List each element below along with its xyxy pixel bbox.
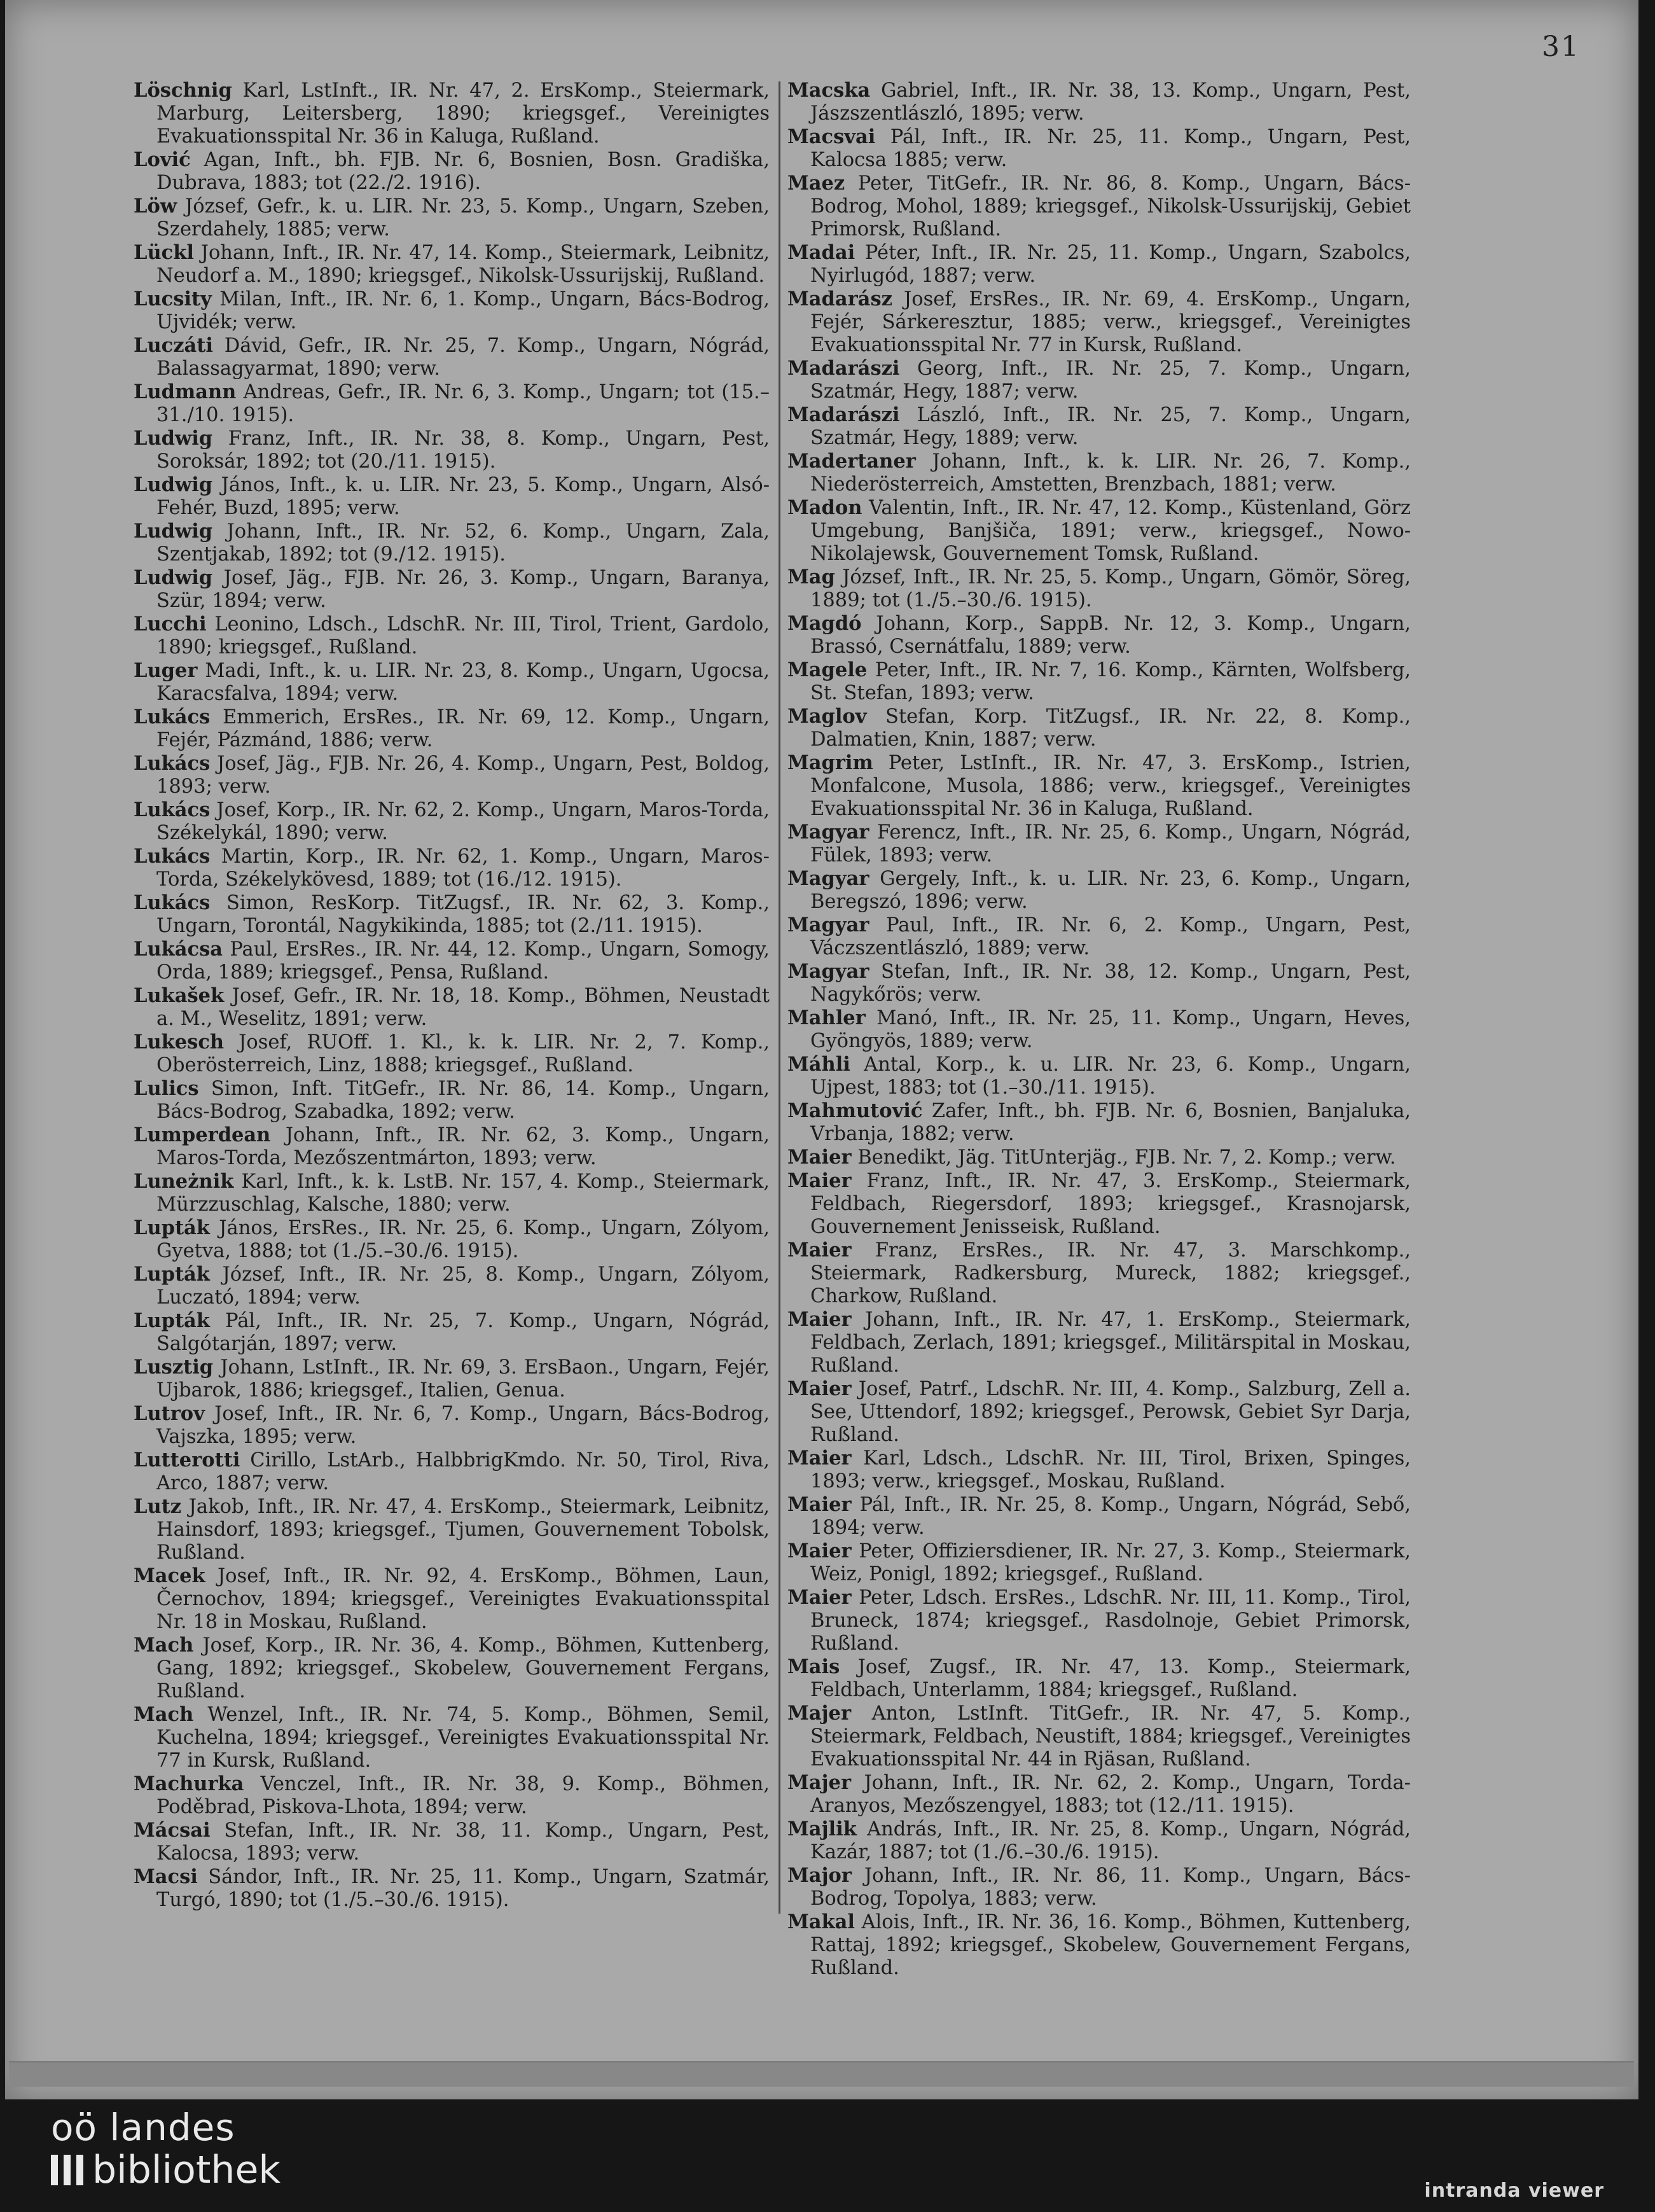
entry-surname: Lutrov <box>134 1402 205 1425</box>
entry-surname: Lucsity <box>134 288 212 310</box>
entry-details: Agan, Inft., bh. FJB. Nr. 6, Bosnien, Bosn. Gradiška, Dubrava, 1883; tot (22./2. 1916). <box>156 149 770 194</box>
entry-details: Josef, Gefr., IR. Nr. 18, 18. Komp., Böhmen, Neustadt a. M., Weselitz, 1891; verw. <box>156 985 770 1030</box>
entry-details: László, Inft., IR. Nr. 25, 7. Komp., Ungarn, Szatmár, Hegy, 1889; verw. <box>810 404 1411 449</box>
register-entry <box>787 1099 1411 1146</box>
entry-surname: Mach <box>134 1703 194 1726</box>
register-entry <box>787 357 1411 403</box>
register-entry <box>134 1309 770 1356</box>
register-entry <box>134 984 770 1031</box>
entry-details: János, ErsRes., IR. Nr. 25, 6. Komp., Ungarn, Zólyom, Gyetva, 1888; tot (1./5.–30./6. 1915). <box>156 1217 770 1262</box>
logo-text-line2: bibliothek <box>92 2148 281 2192</box>
entry-details: Valentin, Inft., IR. Nr. 47, 12. Komp., Küstenland, Görz Umgebung, Banjšiča, 1891; verw., kriegsgef., Nowo-Nikolajewsk, Gouvernement Tomsk, Rußland. <box>810 497 1411 565</box>
register-entry <box>134 1495 770 1564</box>
register-entry <box>787 658 1411 705</box>
register-entry <box>787 125 1411 172</box>
entry-surname: Macek <box>134 1564 205 1587</box>
entry-details: Johann, Inft., IR. Nr. 47, 14. Komp., Steiermark, Leibnitz, Neudorf a. M., 1890; kriegsgef., Nikolsk-Ussurijskij, Rußland. <box>156 242 770 287</box>
entry-surname: Madon <box>787 496 862 519</box>
entry-surname: Mag <box>787 566 835 588</box>
logo-text-line1: oö landes <box>51 2106 235 2149</box>
entry-details: Josef, Inft., IR. Nr. 6, 7. Komp., Ungarn, Bács-Bodrog, Vajszka, 1895; verw. <box>156 1403 770 1448</box>
right-column <box>787 79 1411 2007</box>
register-entry <box>787 1169 1411 1239</box>
entry-details: Simon, Inft. TitGefr., IR. Nr. 86, 14. Komp., Ungarn, Bács-Bodrog, Szabadka, 1892; verw. <box>156 1078 770 1123</box>
entry-surname: Lukács <box>134 752 211 775</box>
entry-details: Josef, Zugsf., IR. Nr. 47, 13. Komp., Steiermark, Feldbach, Unterlamm, 1884; kriegsgef., Rußland. <box>810 1656 1411 1701</box>
entry-details: Franz, Inft., IR. Nr. 38, 8. Komp., Ungarn, Pest, Soroksár, 1892; tot (20./11. 1915). <box>156 428 770 473</box>
entry-details: Johann, Inft., IR. Nr. 47, 1. ErsKomp., Steiermark, Feldbach, Zerlach, 1891; kriegsgef., Militärspital in Moskau, Rußland. <box>810 1309 1411 1377</box>
entry-surname: Lulics <box>134 1077 199 1100</box>
entry-details: Dávid, Gefr., IR. Nr. 25, 7. Komp., Ungarn, Nógrád, Balassagyarmat, 1890; verw. <box>156 335 770 380</box>
register-entry <box>134 1216 770 1263</box>
entry-surname: Maier <box>787 1146 852 1169</box>
column-divider <box>779 81 780 1914</box>
entry-details: Pál, Inft., IR. Nr. 25, 8. Komp., Ungarn, Nógrád, Sebő, 1894; verw. <box>810 1494 1411 1539</box>
entry-details: Sándor, Inft., IR. Nr. 25, 11. Komp., Ungarn, Szatmár, Turgó, 1890; tot (1./5.–30./6. 1915). <box>156 1866 770 1911</box>
entry-surname: Makal <box>787 1910 855 1933</box>
register-entry <box>787 1447 1411 1493</box>
entry-details: Madi, Inft., k. u. LIR. Nr. 23, 8. Komp., Ungarn, Ugocsa, Karacsfalva, 1894; verw. <box>156 660 770 705</box>
page-number: 31 <box>1542 31 1580 63</box>
entry-details: Franz, ErsRes., IR. Nr. 47, 3. Marschkomp., Steiermark, Radkersburg, Mureck, 1882; kriegsgef., Charkow, Rußland. <box>810 1239 1411 1307</box>
entry-surname: Máhli <box>787 1053 850 1076</box>
register-entry <box>134 1772 770 1819</box>
register-entry <box>787 1308 1411 1377</box>
register-entry <box>134 1402 770 1449</box>
entry-surname: Lukács <box>134 891 211 914</box>
register-entry <box>134 241 770 288</box>
entry-details: Peter, LstInft., IR. Nr. 47, 3. ErsKomp., Istrien, Monfalcone, Musola, 1886; verw., kriegsgef., Vereinigtes Evakuationsspital Nr. 36 in Kaluga, Rußland. <box>810 752 1411 820</box>
entry-details: Wenzel, Inft., IR. Nr. 74, 5. Komp., Böhmen, Semil, Kuchelna, 1894; kriegsgef., Vereinigtes Evakuationsspital Nr. 77 in Kursk, Rußland. <box>156 1704 770 1772</box>
register-entry <box>787 1910 1411 1980</box>
entry-surname: Mais <box>787 1655 840 1678</box>
entry-surname: Magyar <box>787 821 869 844</box>
entry-surname: Lutz <box>134 1495 182 1518</box>
entry-details: Josef, ErsRes., IR. Nr. 69, 4. ErsKomp., Ungarn, Fejér, Sárkeresztur, 1885; verw., kriegsgef., Vereinigtes Evakuationsspital Nr. 77 in Kursk, Rußland. <box>810 288 1411 356</box>
entry-surname: Ludwig <box>134 473 213 496</box>
register-entry <box>134 1356 770 1402</box>
entry-details: Josef, RUOff. 1. Kl., k. k. LIR. Nr. 2, 7. Komp., Oberösterreich, Linz, 1888; kriegsgef., Rußland. <box>156 1031 770 1076</box>
entry-surname: Magdó <box>787 612 862 635</box>
register-entry <box>787 914 1411 960</box>
entry-surname: Lukácsa <box>134 938 223 961</box>
entry-details: János, Inft., k. u. LIR. Nr. 23, 5. Komp., Ungarn, Alsó-Fehér, Buzd, 1895; verw. <box>156 474 770 519</box>
entry-surname: Maier <box>787 1586 852 1609</box>
entry-details: Johann, LstInft., IR. Nr. 69, 3. ErsBaon., Ungarn, Fejér, Ujbarok, 1886; kriegsgef., Italien, Genua. <box>156 1356 770 1402</box>
entry-surname: Ludwig <box>134 520 213 543</box>
register-entry <box>787 1540 1411 1586</box>
scanned-page[interactable] <box>5 0 1638 2099</box>
register-entry <box>134 427 770 473</box>
entry-surname: Machurka <box>134 1772 244 1795</box>
register-entry <box>134 473 770 520</box>
entry-surname: Lumperdean <box>134 1123 271 1146</box>
register-entry <box>134 148 770 195</box>
entry-details: Alois, Inft., IR. Nr. 36, 16. Komp., Böhmen, Kuttenberg, Rattaj, 1892; kriegsgef., Skobelew, Gouvernement Fergans, Rußland. <box>810 1911 1411 1979</box>
entry-details: Gergely, Inft., k. u. LIR. Nr. 23, 6. Komp., Ungarn, Beregszó, 1896; verw. <box>810 868 1411 913</box>
entry-surname: Mahmutović <box>787 1099 923 1122</box>
register-entry <box>134 195 770 241</box>
entry-surname: Maglov <box>787 705 867 728</box>
register-entry <box>787 496 1411 566</box>
register-entry <box>787 960 1411 1006</box>
entry-surname: Majer <box>787 1702 852 1725</box>
register-entry <box>134 1123 770 1170</box>
left-column <box>134 79 770 2007</box>
entry-details: Stefan, Inft., IR. Nr. 38, 12. Komp., Ungarn, Pest, Nagykőrös; verw. <box>810 961 1411 1006</box>
entry-surname: Magrim <box>787 751 873 774</box>
register-entry <box>134 1634 770 1703</box>
entry-details: Leonino, Ldsch., LdschR. Nr. III, Tirol, Trient, Gardolo, 1890; kriegsgef., Rußland. <box>156 613 770 658</box>
entry-details: József, Inft., IR. Nr. 25, 5. Komp., Ungarn, Gömör, Söreg, 1889; tot (1./5.–30./6. 1915). <box>810 566 1411 611</box>
register-entry <box>787 288 1411 357</box>
register-entry <box>787 867 1411 914</box>
register-entry <box>787 751 1411 821</box>
entry-surname: Maier <box>787 1540 852 1562</box>
entry-surname: Lutterotti <box>134 1449 240 1471</box>
entry-surname: Mach <box>134 1634 194 1657</box>
register-entry <box>787 1586 1411 1655</box>
entry-details: Josef, Korp., IR. Nr. 62, 2. Komp., Ungarn, Maros-Torda, Székelykál, 1890; verw. <box>156 799 770 844</box>
entry-surname: Maier <box>787 1447 852 1470</box>
register-entry <box>134 1077 770 1123</box>
entry-details: Johann, Inft., IR. Nr. 62, 2. Komp., Ungarn, Torda-Aranyos, Mezőszengyel, 1883; tot (12./11. 1915). <box>810 1772 1411 1817</box>
entry-surname: Ludmann <box>134 380 237 403</box>
entry-details: Josef, Inft., IR. Nr. 92, 4. ErsKomp., Böhmen, Laun, Černochov, 1894; kriegsgef., Vereinigtes Evakuationsspital Nr. 18 in Moskau, Rußland. <box>156 1565 770 1633</box>
entry-details: Zafer, Inft., bh. FJB. Nr. 6, Bosnien, Banjaluka, Vrbanja, 1882; verw. <box>810 1100 1411 1145</box>
entry-details: Franz, Inft., IR. Nr. 47, 3. ErsKomp., Steiermark, Feldbach, Riegersdorf, 1893; kriegsgef., Krasnojarsk, Gouvernement Jenisseisk, Rußland. <box>810 1170 1411 1238</box>
logo-text-line2-container <box>51 2148 280 2192</box>
entry-surname: Lukács <box>134 798 211 821</box>
entry-surname: Luczáti <box>134 334 213 357</box>
register-entry <box>134 891 770 938</box>
entry-details: Simon, ResKorp. TitZugsf., IR. Nr. 62, 3. Komp., Ungarn, Torontál, Nagykikinda, 1885; tot (2./11. 1915). <box>156 892 770 937</box>
register-entry <box>134 288 770 334</box>
entry-surname: Major <box>787 1864 852 1887</box>
entry-details: Venczel, Inft., IR. Nr. 38, 9. Komp., Böhmen, Poděbrad, Piskova-Lhota, 1894; verw. <box>156 1773 770 1818</box>
entry-details: Paul, Inft., IR. Nr. 6, 2. Komp., Ungarn, Pest, Váczszentlászló, 1889; verw. <box>810 914 1411 959</box>
entry-details: Antal, Korp., k. u. LIR. Nr. 23, 6. Komp., Ungarn, Ujpest, 1883; tot (1.–30./11. 1915). <box>810 1054 1411 1099</box>
entry-details: Milan, Inft., IR. Nr. 6, 1. Komp., Ungarn, Bács-Bodrog, Ujvidék; verw. <box>156 288 770 333</box>
register-entry <box>787 1818 1411 1864</box>
entry-details: Paul, ErsRes., IR. Nr. 44, 12. Komp., Ungarn, Somogy, Orda, 1889; kriegsgef., Pensa, Rußland. <box>156 938 770 984</box>
entry-surname: Macska <box>787 79 871 102</box>
register-entry <box>787 1006 1411 1053</box>
register-entry <box>787 1702 1411 1771</box>
entry-details: Jakob, Inft., IR. Nr. 47, 4. ErsKomp., Steiermark, Leibnitz, Hainsdorf, 1893; kriegsgef., Tjumen, Gouvernement Tobolsk, Rußland. <box>156 1496 770 1564</box>
register-entry <box>134 798 770 845</box>
entry-details: András, Inft., IR. Nr. 25, 8. Komp., Ungarn, Nógrád, Kazár, 1887; tot (1./6.–30./6. 1915). <box>810 1818 1411 1863</box>
entry-details: Pál, Inft., IR. Nr. 25, 7. Komp., Ungarn, Nógrád, Salgótarján, 1897; verw. <box>156 1310 770 1355</box>
entry-details: Karl, Ldsch., LdschR. Nr. III, Tirol, Brixen, Spinges, 1893; verw., kriegsgef., Moskau, Rußland. <box>810 1447 1411 1492</box>
entry-details: József, Inft., IR. Nr. 25, 8. Komp., Ungarn, Zólyom, Luczató, 1894; verw. <box>156 1263 770 1309</box>
register-entry <box>134 79 770 148</box>
entry-surname: Löw <box>134 195 177 218</box>
register-entry <box>134 1819 770 1865</box>
entry-details: Karl, LstInft., IR. Nr. 47, 2. ErsKomp., Steiermark, Marburg, Leitersberg, 1890; kriegsgef., Vereinigtes Evakuationsspital Nr. 36 in Kaluga, Rußland. <box>156 80 770 148</box>
register-entry <box>787 1655 1411 1702</box>
entry-details: Josef, Patrf., LdschR. Nr. III, 4. Komp., Salzburg, Zell a. See, Uttendorf, 1892; kriegsgef., Perowsk, Gebiet Syr Darja, Rußland. <box>810 1378 1411 1446</box>
entry-details: Johann, Inft., IR. Nr. 52, 6. Komp., Ungarn, Zala, Szentjakab, 1892; tot (9./12. 1915). <box>156 520 770 566</box>
register-entry <box>134 380 770 427</box>
register-entry <box>787 705 1411 751</box>
logo-bars-icon <box>51 2155 83 2185</box>
entry-details: Peter, TitGefr., IR. Nr. 86, 8. Komp., Ungarn, Bács-Bodrog, Mohol, 1889; kriegsgef., Nikolsk-Ussurijskij, Gebiet Primorsk, Rußland. <box>810 172 1411 240</box>
entry-surname: Macsi <box>134 1865 198 1888</box>
entry-surname: Magyar <box>787 914 869 936</box>
entry-details: Gabriel, Inft., IR. Nr. 38, 13. Komp., Ungarn, Pest, Jászszentlászló, 1895; verw. <box>810 80 1411 125</box>
entry-surname: Löschnig <box>134 79 232 102</box>
register-entry <box>134 938 770 984</box>
entry-surname: Luneżnik <box>134 1170 234 1193</box>
entry-surname: Ludwig <box>134 427 213 450</box>
entry-surname: Lukesch <box>134 1031 225 1054</box>
register-entry <box>134 613 770 659</box>
entry-surname: Luger <box>134 659 198 682</box>
entry-surname: Maier <box>787 1493 852 1516</box>
entry-details: Emmerich, ErsRes., IR. Nr. 69, 12. Komp., Ungarn, Fejér, Pázmánd, 1886; verw. <box>156 706 770 751</box>
register-entry <box>787 403 1411 450</box>
entry-details: Cirillo, LstArb., HalbbrigKmdo. Nr. 50, Tirol, Riva, Arco, 1887; verw. <box>156 1449 770 1494</box>
entry-surname: Maier <box>787 1239 852 1262</box>
entry-details: Johann, Inft., k. k. LIR. Nr. 26, 7. Komp., Niederösterreich, Amstetten, Brenzbach, 1881; verw. <box>810 450 1411 496</box>
entry-surname: Mahler <box>787 1006 866 1029</box>
entry-details: Johann, Korp., SappB. Nr. 12, 3. Komp., Ungarn, Brassó, Csernátfalu, 1889; verw. <box>810 613 1411 658</box>
register-entry <box>134 1564 770 1634</box>
register-entry <box>787 172 1411 241</box>
register-entry <box>134 1703 770 1772</box>
entry-details: Peter, Offiziersdiener, IR. Nr. 27, 3. Komp., Steiermark, Weiz, Ponigl, 1892; kriegsgef., Rußland. <box>810 1540 1411 1585</box>
register-entry <box>134 659 770 706</box>
entry-surname: Majlik <box>787 1818 857 1840</box>
entry-surname: Mácsai <box>134 1819 211 1842</box>
entry-details: Karl, Inft., k. k. LstB. Nr. 157, 4. Komp., Steiermark, Mürzzuschlag, Kalsche, 1880; verw. <box>156 1171 770 1216</box>
register-entry <box>787 450 1411 496</box>
entry-surname: Lukács <box>134 845 211 868</box>
entry-surname: Macsvai <box>787 125 876 148</box>
register-entry <box>787 1053 1411 1099</box>
entry-surname: Madarász <box>787 288 892 310</box>
register-entry <box>134 1170 770 1216</box>
entry-surname: Lupták <box>134 1309 210 1332</box>
register-entry <box>787 566 1411 612</box>
register-entry <box>787 241 1411 288</box>
entry-surname: Maez <box>787 172 845 195</box>
register-entry <box>134 520 770 566</box>
library-logo[interactable] <box>51 2107 280 2192</box>
entry-surname: Lückl <box>134 241 194 264</box>
entry-surname: Magyar <box>787 960 869 983</box>
viewer-label[interactable]: intranda viewer <box>1424 2180 1604 2202</box>
register-entry <box>134 752 770 798</box>
entry-surname: Madarászi <box>787 403 900 426</box>
entry-surname: Lucchi <box>134 613 207 636</box>
register-entry <box>787 1493 1411 1540</box>
entry-surname: Maier <box>787 1308 852 1331</box>
entry-surname: Lupták <box>134 1216 210 1239</box>
entry-details: Ferencz, Inft., IR. Nr. 25, 6. Komp., Ungarn, Nógrád, Fülek, 1893; verw. <box>810 821 1411 866</box>
register-entry <box>134 706 770 752</box>
register-entry <box>134 1865 770 1912</box>
entry-details: Martin, Korp., IR. Nr. 62, 1. Komp., Ungarn, Maros-Torda, Székelykövesd, 1889; tot (16./12. 1915). <box>156 845 770 891</box>
register-entry <box>134 334 770 380</box>
entry-surname: Ludwig <box>134 566 213 589</box>
entry-details: Stefan, Korp. TitZugsf., IR. Nr. 22, 8. Komp., Dalmatien, Knin, 1887; verw. <box>810 706 1411 751</box>
entry-surname: Lukács <box>134 706 211 728</box>
entry-details: Johann, Inft., IR. Nr. 86, 11. Komp., Ungarn, Bács-Bodrog, Topolya, 1883; verw. <box>810 1865 1411 1910</box>
register-entry <box>787 612 1411 658</box>
entry-details: Manó, Inft., IR. Nr. 25, 11. Komp., Ungarn, Heves, Gyöngyös, 1889; verw. <box>810 1007 1411 1052</box>
entry-surname: Majer <box>787 1771 852 1794</box>
entry-details: Peter, Inft., IR. Nr. 7, 16. Komp., Kärnten, Wolfsberg, St. Stefan, 1893; verw. <box>810 659 1411 704</box>
entry-surname: Magyar <box>787 867 869 890</box>
register-entry <box>134 845 770 891</box>
register-entry <box>134 1449 770 1495</box>
register-entry <box>134 1031 770 1077</box>
entry-surname: Lukašek <box>134 984 225 1007</box>
entry-details: Péter, Inft., IR. Nr. 25, 11. Komp., Ungarn, Szabolcs, Nyirlugód, 1887; verw. <box>810 242 1411 287</box>
entry-surname: Maier <box>787 1377 852 1400</box>
entry-details: Anton, LstInft. TitGefr., IR. Nr. 47, 5. Komp., Steiermark, Feldbach, Neustift, 1884; kriegsgef., Vereinigtes Evakuationsspital Nr. 44 in Rjäsan, Rußland. <box>810 1702 1411 1770</box>
entry-surname: Maier <box>787 1169 852 1192</box>
entry-details: Stefan, Inft., IR. Nr. 38, 11. Komp., Ungarn, Pest, Kalocsa, 1893; verw. <box>156 1819 770 1865</box>
entry-details: Johann, Inft., IR. Nr. 62, 3. Komp., Ungarn, Maros-Torda, Mezőszentmárton, 1893; verw. <box>156 1124 770 1169</box>
entry-details: Josef, Korp., IR. Nr. 36, 4. Komp., Böhmen, Kuttenberg, Gang, 1892; kriegsgef., Skobelew, Gouvernement Fergans, Rußland. <box>156 1634 770 1702</box>
register-entry <box>787 1146 1411 1169</box>
entry-surname: Madertaner <box>787 450 916 473</box>
page-bottom-edge <box>9 2061 1634 2087</box>
register-entry <box>787 1377 1411 1447</box>
entry-details: Benedikt, Jäg. TitUnterjäg., FJB. Nr. 7, 2. Komp.; verw. <box>857 1146 1396 1169</box>
entry-surname: Madai <box>787 241 855 264</box>
register-entry <box>787 821 1411 867</box>
entry-details: Peter, Ldsch. ErsRes., LdschR. Nr. III, 11. Komp., Tirol, Bruneck, 1874; kriegsgef., Rasdolnoje, Gebiet Primorsk, Rußland. <box>810 1587 1411 1655</box>
entry-details: Andreas, Gefr., IR. Nr. 6, 3. Komp., Ungarn; tot (15.–31./10. 1915). <box>156 381 770 426</box>
register-entry <box>787 1864 1411 1910</box>
entry-details: Josef, Jäg., FJB. Nr. 26, 4. Komp., Ungarn, Pest, Boldog, 1893; verw. <box>156 753 770 798</box>
register-entry <box>134 1263 770 1309</box>
entry-surname: Lupták <box>134 1263 210 1286</box>
entry-details: Josef, Jäg., FJB. Nr. 26, 3. Komp., Ungarn, Baranya, Szür, 1894; verw. <box>156 567 770 612</box>
entry-details: József, Gefr., k. u. LIR. Nr. 23, 5. Komp., Ungarn, Szeben, Szerdahely, 1885; verw. <box>156 195 770 240</box>
register-entry <box>134 566 770 613</box>
register-entry <box>787 1239 1411 1308</box>
register-entry <box>787 79 1411 125</box>
entry-surname: Madarászi <box>787 357 900 380</box>
register-entry <box>787 1771 1411 1818</box>
entry-surname: Lusztig <box>134 1356 214 1379</box>
entry-surname: Lović <box>134 148 191 171</box>
entry-surname: Magele <box>787 658 868 681</box>
entry-details: Georg, Inft., IR. Nr. 25, 7. Komp., Ungarn, Szatmár, Hegy, 1887; verw. <box>810 358 1411 403</box>
entry-details: Pál, Inft., IR. Nr. 25, 11. Komp., Ungarn, Pest, Kalocsa 1885; verw. <box>810 126 1411 171</box>
